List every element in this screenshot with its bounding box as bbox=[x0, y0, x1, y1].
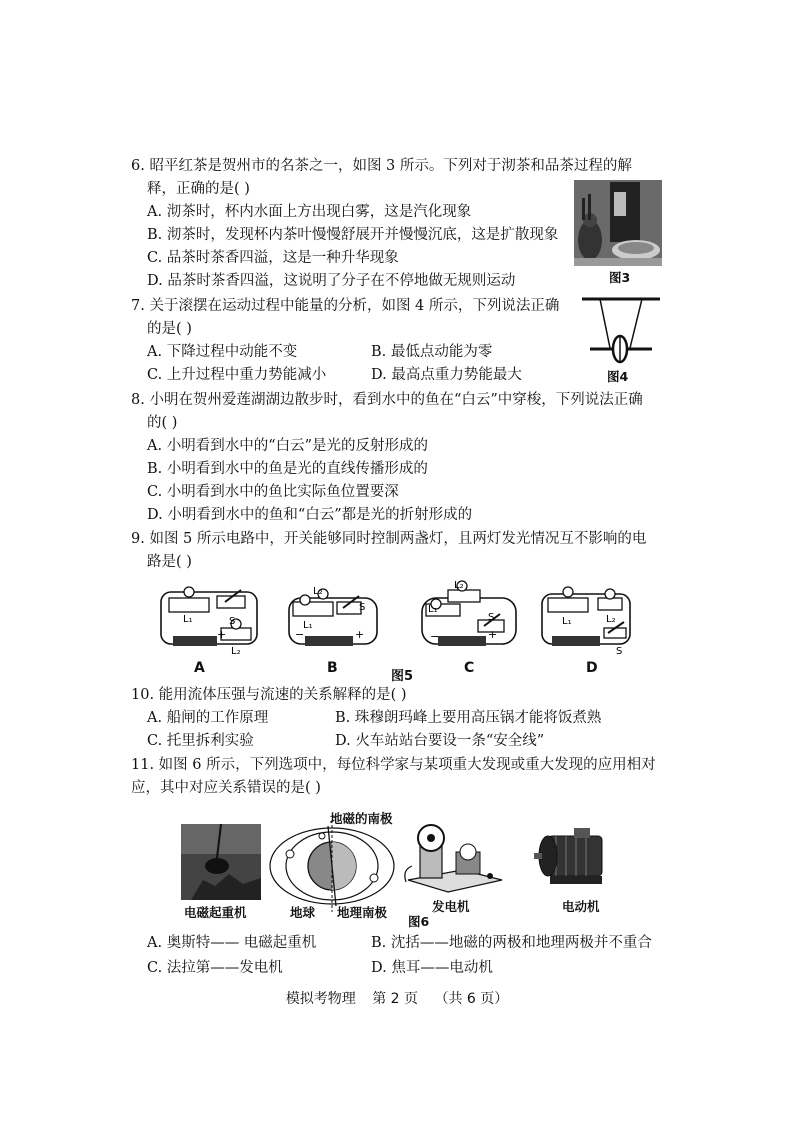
question-9-stem-line-2: 路是( ) bbox=[147, 554, 192, 570]
question-10-options-row-2 bbox=[131, 730, 691, 753]
circuit-c-l1-label: L₁ bbox=[428, 604, 438, 615]
circuit-a-l1-label: L₁ bbox=[183, 614, 193, 625]
circuit-b-minus-label: − bbox=[295, 628, 305, 641]
question-11-options-row-1 bbox=[131, 932, 691, 955]
question-8 bbox=[131, 389, 691, 527]
circuit-diagram-d bbox=[538, 582, 638, 664]
footer-subject: 模拟考物理 bbox=[285, 991, 356, 1007]
footer-page-number: 第 2 页 bbox=[372, 991, 418, 1007]
question-10-option-d[interactable]: D. 火车站站台要设一条“安全线” bbox=[335, 733, 545, 749]
circuit-d-label: D bbox=[586, 660, 598, 676]
question-7-stem-line-1: 7. 关于滚摆在运动过程中能量的分析，如图 4 所示，下列说法正确 bbox=[131, 298, 560, 314]
question-7-option-a[interactable]: A. 下降过程中动能不变 bbox=[147, 344, 298, 360]
question-10-option-a[interactable]: A. 船闸的工作原理 bbox=[147, 710, 269, 726]
figure-3-tea-photo bbox=[574, 180, 662, 266]
earth-caption: 地球 bbox=[290, 905, 316, 920]
circuit-c-s-label: S bbox=[488, 612, 495, 623]
question-7-option-b[interactable]: B. 最低点动能为零 bbox=[371, 344, 493, 360]
circuit-diagram-c bbox=[418, 578, 522, 660]
question-6-option-c[interactable]: C. 品茶时茶香四溢，这是一种升华现象 bbox=[147, 250, 399, 266]
circuit-c-l2-label: L₂ bbox=[454, 580, 464, 591]
question-9 bbox=[131, 528, 691, 574]
circuit-b-l1-label: L₁ bbox=[303, 620, 313, 631]
question-10-option-b[interactable]: B. 珠穆朗玛峰上要用高压锅才能将饭煮熟 bbox=[335, 710, 602, 726]
question-6-stem-line-1: 6. 昭平红茶是贺州市的名茶之一，如图 3 所示。下列对于沏茶和品茶过程的解 bbox=[131, 158, 632, 174]
question-11-option-d[interactable]: D. 焦耳——电动机 bbox=[371, 960, 493, 976]
question-7-stem-line-2: 的是( ) bbox=[147, 321, 192, 337]
magnetic-south-pole-caption: 地磁的南极 bbox=[330, 811, 393, 826]
question-6-option-d[interactable]: D. 品茶时茶香四溢，这说明了分子在不停地做无规则运动 bbox=[147, 273, 516, 289]
question-10-options-row-1 bbox=[131, 707, 691, 730]
question-11-stem-line-1: 11. 如图 6 所示，下列选项中，每位科学家与某项重大发现或重大发现的应用相对 bbox=[131, 757, 656, 773]
circuit-b-plus-label: + bbox=[355, 628, 365, 641]
question-8-option-c[interactable]: C. 小明看到水中的鱼比实际鱼位置要深 bbox=[147, 484, 399, 500]
question-6-option-b[interactable]: B. 沏茶时，发现杯内茶叶慢慢舒展开并慢慢沉底，这是扩散现象 bbox=[147, 227, 559, 243]
figure-5-caption: 图5 bbox=[391, 669, 414, 684]
circuit-d-l2-label: L₂ bbox=[606, 614, 616, 625]
question-8-stem-line-2: 的( ) bbox=[147, 415, 178, 431]
figure-3-caption: 图3 bbox=[609, 270, 631, 285]
question-11-options-row-2 bbox=[131, 957, 691, 980]
circuit-c-minus-label: − bbox=[430, 630, 440, 643]
question-6-option-a[interactable]: A. 沏茶时，杯内水面上方出现白雾，这是汽化现象 bbox=[147, 204, 472, 220]
figure-4-rolling-pendulum bbox=[580, 296, 662, 366]
question-8-option-d[interactable]: D. 小明看到水中的鱼和“白云”都是光的折射形成的 bbox=[147, 507, 473, 523]
question-10-stem: 10. 能用流体压强与流速的关系解释的是( ) bbox=[131, 687, 407, 703]
circuit-a-label: A bbox=[194, 660, 205, 676]
circuit-b-label: B bbox=[327, 660, 338, 676]
circuit-b-l2-label: L₂ bbox=[313, 586, 323, 597]
circuit-a-plus-label: + bbox=[217, 628, 227, 641]
circuit-diagram-a bbox=[155, 582, 265, 660]
question-8-stem-line-1: 8. 小明在贺州爱莲湖湖边散步时，看到水中的鱼在“白云”中穿梭，下列说法正确 bbox=[131, 392, 643, 408]
circuit-c-plus-label: + bbox=[488, 628, 498, 641]
question-11-option-b[interactable]: B. 沈括——地磁的两极和地理两极并不重合 bbox=[371, 935, 652, 951]
question-11-option-a[interactable]: A. 奥斯特—— 电磁起重机 bbox=[147, 935, 317, 951]
question-9-stem-line-1: 9. 如图 5 所示电路中，开关能够同时控制两盏灯，且两灯发光情况互不影响的电 bbox=[131, 531, 647, 547]
generator-caption: 发电机 bbox=[432, 899, 470, 914]
circuit-d-l1-label: L₁ bbox=[562, 616, 572, 627]
figure-6-caption: 图6 bbox=[408, 914, 430, 929]
question-11-stem-line-2: 应，其中对应关系错误的是( ) bbox=[131, 780, 321, 796]
electric-motor-photo bbox=[534, 828, 616, 890]
motor-caption: 电动机 bbox=[562, 899, 600, 914]
geographic-south-pole-caption: 地理南极 bbox=[337, 905, 388, 920]
question-10-option-c[interactable]: C. 托里拆利实验 bbox=[147, 733, 254, 749]
question-7-option-d[interactable]: D. 最高点重力势能最大 bbox=[371, 367, 522, 383]
question-11-options bbox=[131, 932, 691, 980]
circuit-c-label: C bbox=[464, 660, 475, 676]
footer-total-pages: （共 6 页） bbox=[434, 991, 509, 1007]
circuit-a-s-label: S bbox=[229, 616, 236, 627]
question-10 bbox=[131, 684, 691, 753]
circuit-d-s-label: S bbox=[616, 646, 623, 657]
generator-illustration bbox=[402, 822, 506, 898]
question-7-option-c[interactable]: C. 上升过程中重力势能减小 bbox=[147, 367, 327, 383]
circuit-b-s-label: S bbox=[359, 602, 366, 613]
question-11-option-c[interactable]: C. 法拉第——发电机 bbox=[147, 960, 283, 976]
figure-4-caption: 图4 bbox=[607, 369, 629, 384]
page-footer bbox=[0, 988, 794, 1008]
crane-caption: 电磁起重机 bbox=[184, 905, 247, 920]
question-6-stem-line-2: 释，正确的是( ) bbox=[147, 181, 250, 197]
electromagnetic-crane-photo bbox=[181, 824, 261, 900]
circuit-a-l2-label: L₂ bbox=[231, 646, 241, 657]
circuit-diagram-b bbox=[283, 582, 383, 660]
question-8-option-a[interactable]: A. 小明看到水中的“白云”是光的反射形成的 bbox=[147, 438, 429, 454]
question-8-option-b[interactable]: B. 小明看到水中的鱼是光的直线传播形成的 bbox=[147, 461, 428, 477]
question-11 bbox=[131, 754, 691, 800]
